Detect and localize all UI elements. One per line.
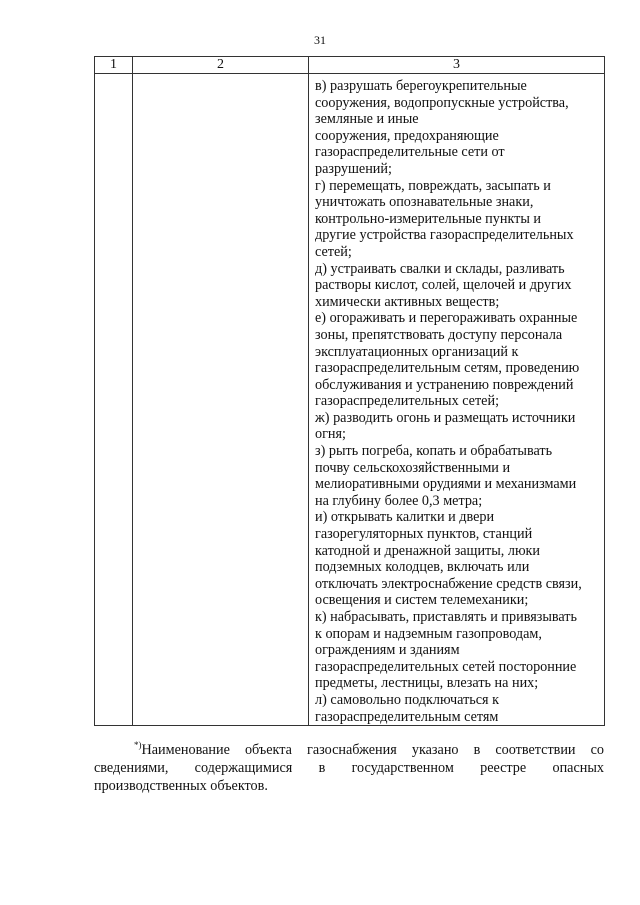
footnote-line-1 <box>94 736 604 759</box>
text-line: предметы, лестницы, влезать на них; <box>315 675 539 692</box>
column-1-cell <box>95 74 133 726</box>
text-line: л) самовольно подключаться к <box>315 691 500 708</box>
text-line: г) перемещать, повреждать, засыпать и <box>315 177 551 194</box>
text-line: ограждениям и зданиям <box>315 642 460 659</box>
text-line: освещения и систем телемеханики; <box>315 592 529 609</box>
column-header-3: 3 <box>309 57 605 74</box>
text-line: сооружения, предохраняющие <box>315 127 499 144</box>
text-line: огня; <box>315 426 346 443</box>
text-line: д) устраивать свалки и склады, разливать <box>315 260 565 277</box>
text-line: газораспределительных сетей посторонние <box>315 658 577 675</box>
text-line: в) разрушать берегоукрепительные <box>315 78 527 94</box>
requirements-table <box>94 56 605 726</box>
text-line: разрушений; <box>315 160 392 177</box>
text-line: сооружения, водопропускные устройства, <box>315 94 569 111</box>
text-line: уничтожать опознавательные знаки, <box>315 194 534 211</box>
text-line: газораспределительных сетей; <box>315 393 500 410</box>
text-line: газораспределительным сетям <box>315 708 499 725</box>
column-header-2: 2 <box>133 57 309 74</box>
text-line: и) открывать калитки и двери <box>315 509 495 526</box>
text-line: эксплуатационных организаций к <box>315 343 519 360</box>
column-2-cell <box>133 74 309 726</box>
text-line: контрольно-измерительные пункты и <box>315 210 542 227</box>
text-line: другие устройства газораспределительных <box>315 227 574 244</box>
column-header-1: 1 <box>95 57 133 74</box>
text-line: к) набрасывать, приставлять и привязывать <box>315 609 577 625</box>
text-line: почву сельскохозяйственными и <box>315 459 511 476</box>
text-line: зоны, препятствовать доступу персонала <box>315 326 563 343</box>
text-line: земляные и иные <box>315 111 419 128</box>
text-line: обслуживания и устранению повреждений <box>315 376 574 393</box>
text-line: сетей; <box>315 243 352 260</box>
page-number: 31 <box>314 33 326 47</box>
prohibitions-text <box>309 74 604 725</box>
footnote-text-1: Наименование объекта газоснабжения указано в соответствии со <box>141 742 604 758</box>
text-line: з) рыть погреба, копать и обрабатывать <box>315 443 553 460</box>
text-line: газорегуляторных пунктов, станций <box>315 526 533 543</box>
footnote-line-2: сведениями, содержащимися в государственном реестре опасных <box>94 760 604 776</box>
text-line: газораспределительным сетям, проведению <box>315 360 580 377</box>
text-line: к опорам и надземным газопроводам, <box>315 625 542 642</box>
text-line: химически активных веществ; <box>315 293 500 310</box>
column-3-cell <box>309 74 605 726</box>
text-line: подземных колодцев, включать или <box>315 559 530 576</box>
text-line: отключать электроснабжение средств связи, <box>315 575 582 592</box>
footnote <box>94 736 604 795</box>
text-line: мелиоративными орудиями и механизмами <box>315 476 577 493</box>
footnote-line-3: производственных объектов. <box>94 778 268 794</box>
text-line: растворы кислот, солей, щелочей и других <box>315 277 572 294</box>
text-line: газораспределительные сети от <box>315 144 505 161</box>
text-line: катодной и дренажной защиты, люки <box>315 542 541 559</box>
text-line: е) огораживать и перегораживать охранные <box>315 310 578 327</box>
table-row <box>95 74 605 726</box>
text-line: на глубину более 0,3 метра; <box>315 492 483 509</box>
text-line: ж) разводить огонь и размещать источники <box>315 409 576 426</box>
footnote-marker: *) <box>134 740 142 750</box>
table-header-row <box>95 57 605 74</box>
